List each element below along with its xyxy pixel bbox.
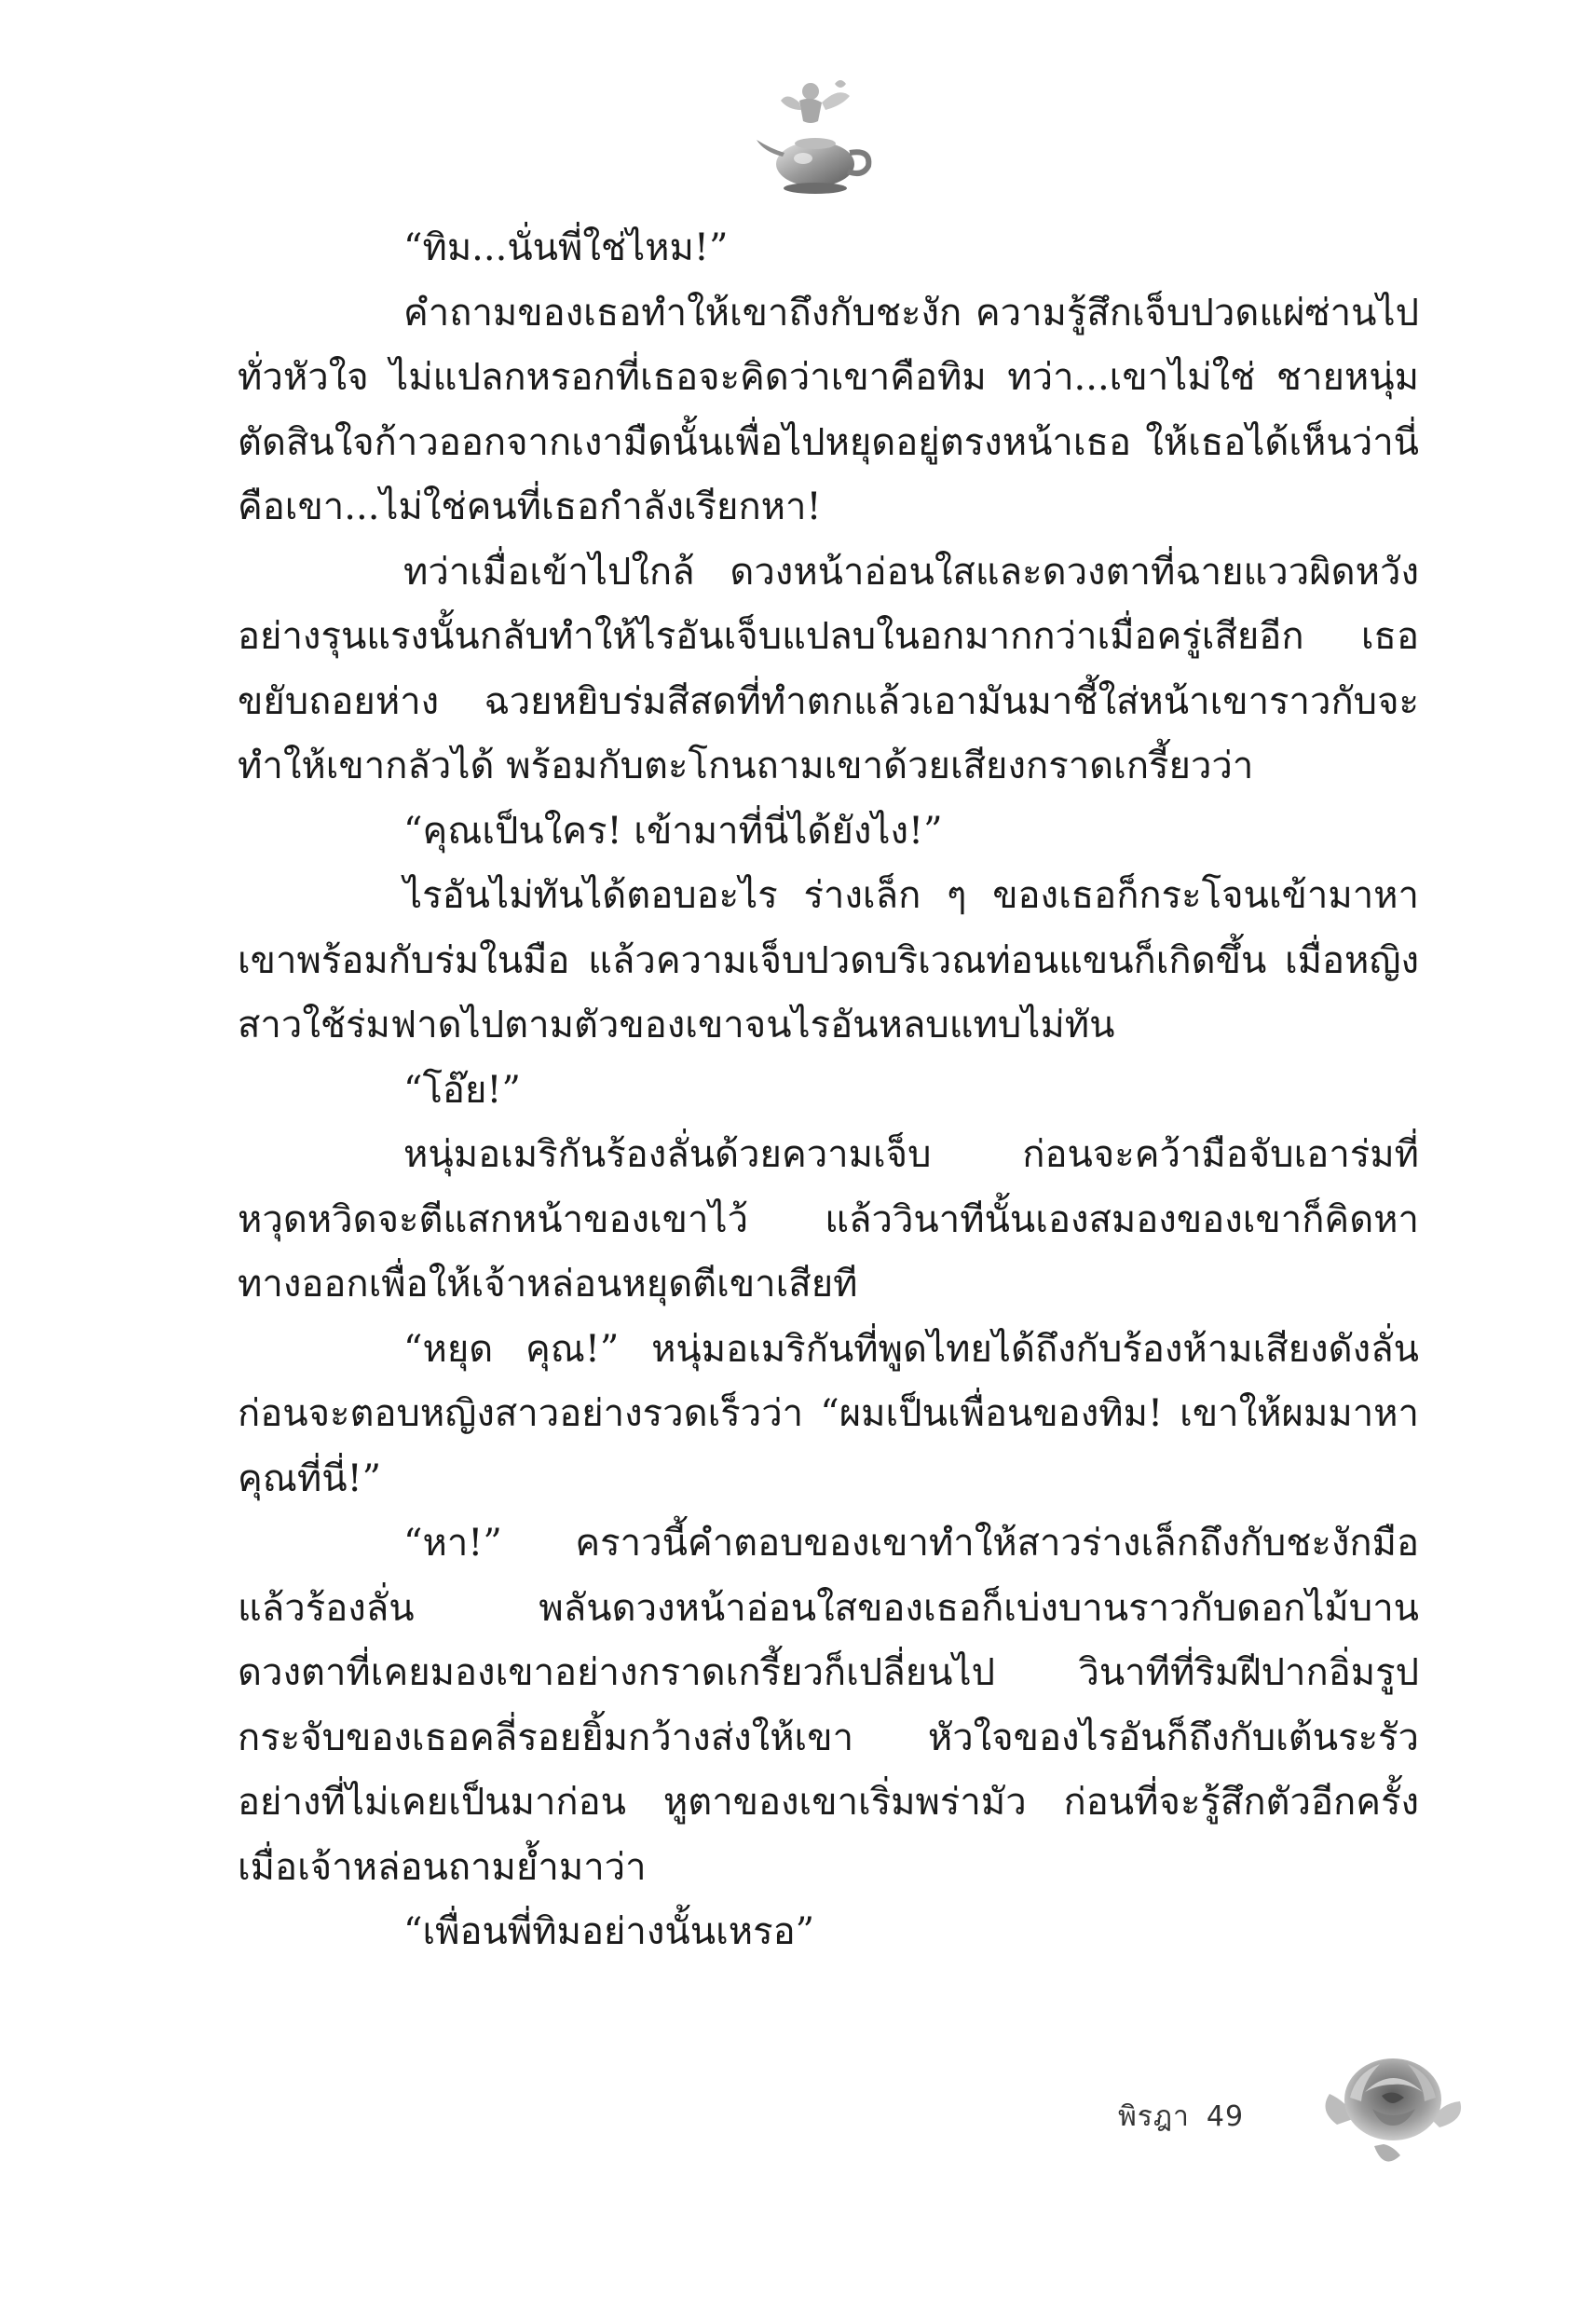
paragraph: “เพื่อนพี่ทิมอย่างนั้นเหรอ” [403, 1910, 815, 1953]
paragraph: หนุ่มอเมริกันร้องลั่นด้วยความเจ็บ ก่อนจะคว้ามือจับเอาร่มที่หวุดหวิดจะตีแสกหน้าของเขาไว้ แล้ววินาทีนั้นเองสมองของเขาก็คิดหาทางออกเพื่อให้เจ้าหล่อนหยุดตีเขาเสียที [238, 1133, 1419, 1306]
paragraph: “คุณเป็นใคร! เข้ามาที่นี่ได้ยังไง!” [403, 809, 943, 853]
paragraph: คำถามของเธอทำให้เขาถึงกับชะงัก ความรู้สึกเจ็บปวดแผ่ซ่านไปทั่วหัวใจ ไม่แปลกหรอกที่เธอจะคิดว่าเขาคือทิม ทว่า...เขาไม่ใช่ ชายหนุ่มตัดสินใจก้าวออกจากเงามืดนั้นเพื่อไปหยุดอยู่ตรงหน้าเธอ ให้เธอได้เห็นว่านี่คือเขา...ไม่ใช่คนที่เธอกำลังเรียกหา! [238, 291, 1419, 528]
page-footer [1118, 2095, 1244, 2139]
page-number: 49 [1206, 2100, 1245, 2133]
paragraph: ทว่าเมื่อเข้าไปใกล้ ดวงหน้าอ่อนใสและดวงตาที่ฉายแววผิดหวังอย่างรุนแรงนั้นกลับทำให้ไรอันเจ็บแปลบในอกมากกว่าเมื่อครู่เสียอีก เธอขยับถอยห่าง ฉวยหยิบร่มสีสดที่ทำตกแล้วเอามันมาชี้ใส่หน้าเขาราวกับจะทำให้เขากลัวได้ พร้อมกับตะโกนถามเขาด้วยเสียงกราดเกรี้ยวว่า [238, 550, 1419, 787]
body-text [238, 216, 1419, 1965]
paragraph: “หยุด คุณ!” หนุ่มอเมริกันที่พูดไทยได้ถึงกับร้องห้ามเสียงดังลั่น ก่อนจะตอบหญิงสาวอย่างรวดเร็วว่า “ผมเป็นเพื่อนของทิม! เขาให้ผมมาหาคุณที่นี่!” [238, 1327, 1419, 1500]
rose-icon [1318, 2036, 1467, 2176]
author-name: พิรฎา [1118, 2100, 1190, 2133]
paragraph: “หา!” คราวนี้คำตอบของเขาทำให้สาวร่างเล็กถึงกับชะงักมือแล้วร้องลั่น พลันดวงหน้าอ่อนใสของเธอก็เบ่งบานราวกับดอกไม้บาน ดวงตาที่เคยมองเขาอย่างกราดเกรี้ยวก็เปลี่ยนไป วินาทีที่ริมฝีปากอิ่มรูปกระจับของเธอคลี่รอยยิ้มกว้างส่งให้เขา หัวใจของไรอันก็ถึงกับเต้นระรัวอย่างที่ไม่เคยเป็นมาก่อน หูตาของเขาเริ่มพร่ามัว ก่อนที่จะรู้สึกตัวอีกครั้งเมื่อเจ้าหล่อนถามย้ำมาว่า [238, 1522, 1419, 1889]
teapot-cupid-ornament-icon [745, 63, 885, 203]
paragraph: “ทิม...นั่นพี่ใช่ไหม!” [403, 226, 729, 269]
paragraph: “โอ๊ย!” [403, 1068, 521, 1112]
paragraph: ไรอันไม่ทันได้ตอบอะไร ร่างเล็ก ๆ ของเธอก็กระโจนเข้ามาหาเขาพร้อมกับร่มในมือ แล้วความเจ็บปวดบริเวณท่อนแขนก็เกิดขึ้น เมื่อหญิงสาวใช้ร่มฟาดไปตามตัวของเขาจนไรอันหลบแทบไม่ทัน [238, 874, 1419, 1046]
